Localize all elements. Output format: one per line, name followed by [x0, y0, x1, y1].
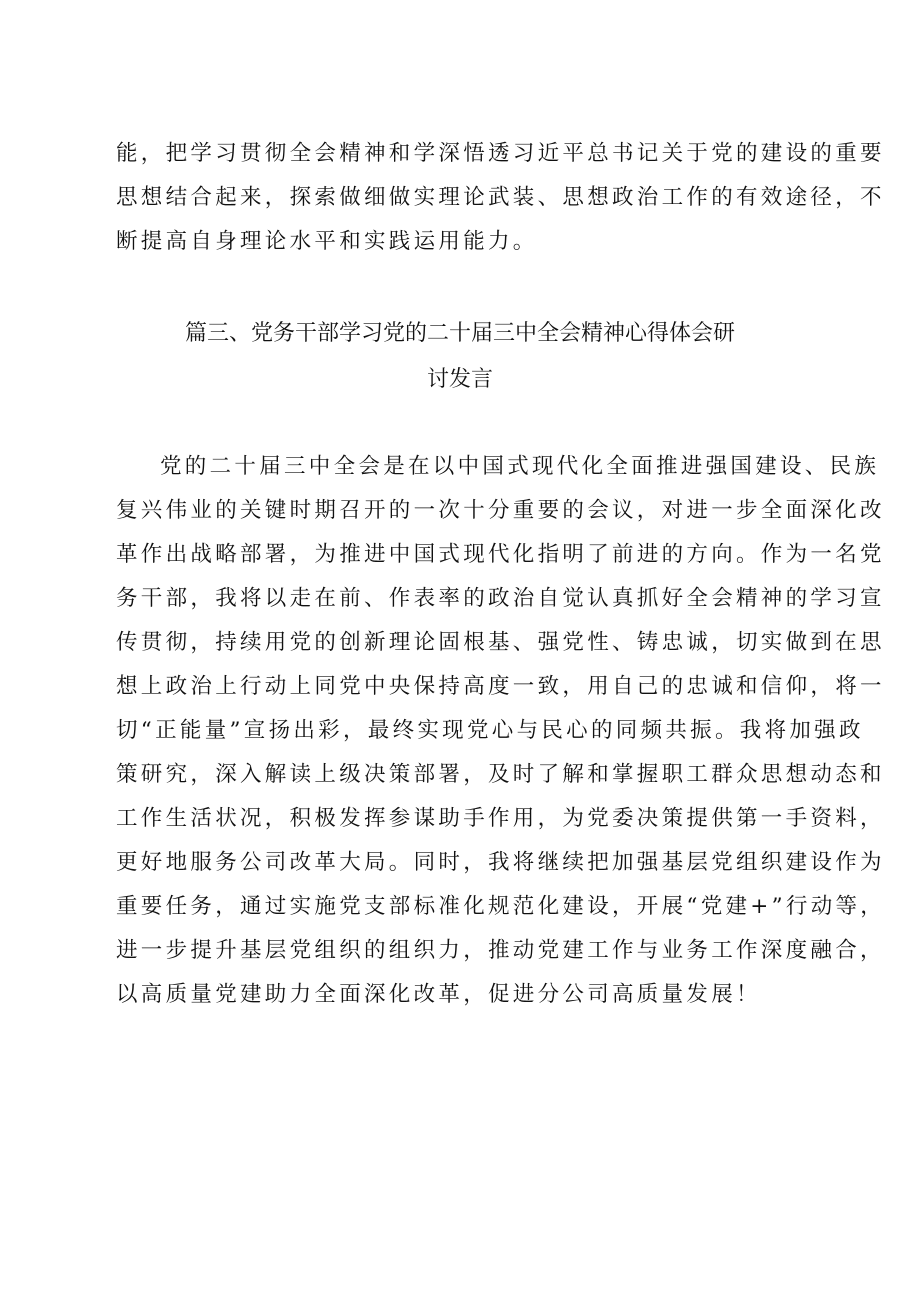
paragraph-line: 想上政治上行动上同党中央保持高度一致，用自己的忠诚和信仰，将一 [116, 674, 885, 699]
paragraph-line: 党的二十届三中全会是在以中国式现代化全面推进强国建设、民族 [160, 454, 880, 479]
paragraph-line: 能，把学习贯彻全会精神和学深悟透习近平总书记关于党的建设的重要 [116, 141, 885, 166]
paragraph-line: 工作生活状况，积极发挥参谋助手作用，为党委决策提供第一手资料， [116, 806, 885, 831]
paragraph-line: 革作出战略部署，为推进中国式现代化指明了前进的方向。作为一名党 [116, 542, 885, 567]
paragraph-line: 进一步提升基层党组织的组织力，推动党建工作与业务工作深度融合， [116, 938, 885, 963]
paragraph-line: 以高质量党建助力全面深化改革，促进分公司高质量发展！ [116, 982, 761, 1007]
paragraph-line: 更好地服务公司改革大局。同时，我将继续把加强基层党组织建设作为 [116, 850, 885, 875]
section-title-line-2: 讨发言 [426, 367, 493, 392]
paragraph-line: 思想结合起来，探索做细做实理论武装、思想政治工作的有效途径，不 [116, 185, 885, 210]
paragraph-line: 复兴伟业的关键时期召开的一次十分重要的会议，对进一步全面深化改 [116, 498, 885, 523]
paragraph-line: 切“正能量”宣扬出彩，最终实现党心与民心的同频共振。我将加强政 [116, 718, 864, 743]
paragraph-line: 策研究，深入解读上级决策部署，及时了解和掌握职工群众思想动态和 [116, 762, 885, 787]
paragraph-line: 断提高自身理论水平和实践运用能力。 [116, 229, 538, 254]
section-title-line-1: 篇三、党务干部学习党的二十届三中全会精神心得体会研 [184, 321, 735, 346]
paragraph-line: 传贯彻，持续用党的创新理论固根基、强党性、铸忠诚，切实做到在思 [116, 630, 885, 655]
paragraph-line: 务干部，我将以走在前、作表率的政治自觉认真抓好全会精神的学习宣 [116, 586, 885, 611]
paragraph-line: 重要任务，通过实施党支部标准化规范化建设，开展“党建+”行动等， [116, 894, 886, 919]
